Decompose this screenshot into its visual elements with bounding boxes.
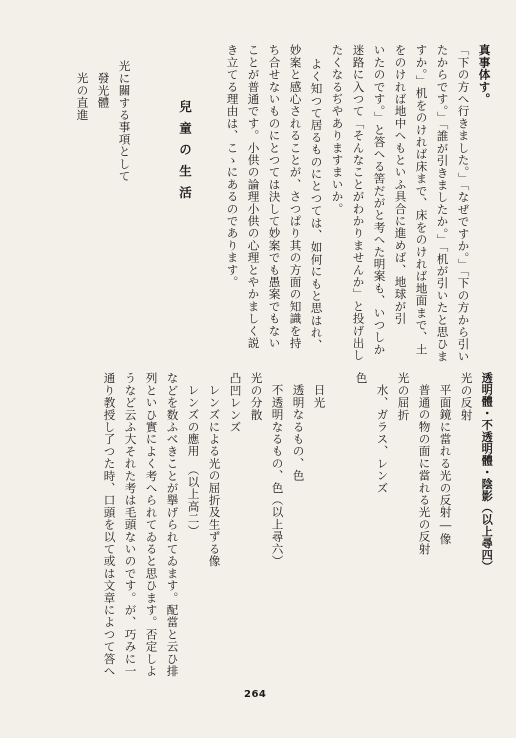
- text-line: 日光: [312, 384, 327, 409]
- text-line: 真事体す。: [477, 44, 492, 105]
- text-line: 透明なるもの、色: [291, 384, 306, 482]
- heading-text: 透明體・不透明體・陰影: [480, 372, 495, 502]
- section-title: 兒童の生活: [177, 100, 193, 208]
- text-line: 列といひ實によく考へられてゐると思ひます。否定しよ: [144, 372, 159, 677]
- text-line: 光の分散: [249, 372, 264, 421]
- text-line: 光の反射: [459, 372, 474, 421]
- text-line: ち合せないものにとつては決して妙案でも愚案でもない: [267, 44, 282, 349]
- list-item: 發光體: [96, 72, 111, 109]
- text-line: 平面鏡に當れる光の反射―像: [438, 384, 453, 545]
- page-number: 264: [244, 689, 267, 700]
- subsection-heading: [480, 372, 495, 573]
- text-line: ことが普通です。小供の論理小供の心理とやかましく説: [246, 44, 261, 349]
- text-line: き立てる理由は、こゝにあるのであります。: [225, 44, 240, 288]
- text-line: 光の屈折: [396, 372, 411, 421]
- text-line: 「下の方へ行きました。」「なぜですか。」「下の方から引い: [456, 44, 471, 363]
- side-note: 光に關する事項として: [117, 60, 132, 182]
- text-line: 迷路に入つて「そんなことがわかりませんか」と投げ出し: [351, 44, 366, 362]
- heading-note: （以上尋四）: [480, 501, 495, 573]
- text-line: レンズによる光の屈折及生ずる像: [207, 384, 222, 567]
- text-line: たからです。」「誰が引きましたか。」「机が引いたと思ひま: [435, 44, 450, 363]
- text-line: などを数ふべきことが擧げられてゐます。配當と云ひ排: [165, 372, 180, 677]
- text-line: うなど云ふ大それた考は毛頭ないのです。が、巧みに一: [123, 372, 138, 677]
- text-line: 凸凹レンズ: [228, 372, 243, 433]
- text-line: たくなるぢやありますまいか。: [330, 44, 345, 215]
- text-line: レンズの應用 （以上高二）: [186, 384, 201, 537]
- text-line: 妙案と感心されることが、さつぱり其の方面の知識を持: [288, 44, 303, 349]
- text-line: 通り教授し了つた時、口頭を以て或は文章によつて答へ: [102, 372, 117, 677]
- text-line: いたのです。」と答へる筈だがと考へた明案も、いつしか: [372, 44, 387, 356]
- text-line: すか。」机をのければ床まで、床をのければ地面まで、土: [414, 44, 429, 356]
- text-line: をのければ地中へもといふ具合に進めば、地球が引: [393, 44, 408, 325]
- text-line: 水、ガラス、レンズ: [375, 384, 390, 494]
- text-line: 普通の物の面に當れる光の反射: [417, 384, 432, 555]
- list-item: 光の直進: [75, 72, 90, 121]
- text-line: 色: [354, 372, 369, 385]
- text-line: 不透明なるもの、色（以上尋六）: [270, 384, 285, 567]
- text-line: よく知つて居るものにとつては、如何にもと思はれ、: [309, 58, 324, 351]
